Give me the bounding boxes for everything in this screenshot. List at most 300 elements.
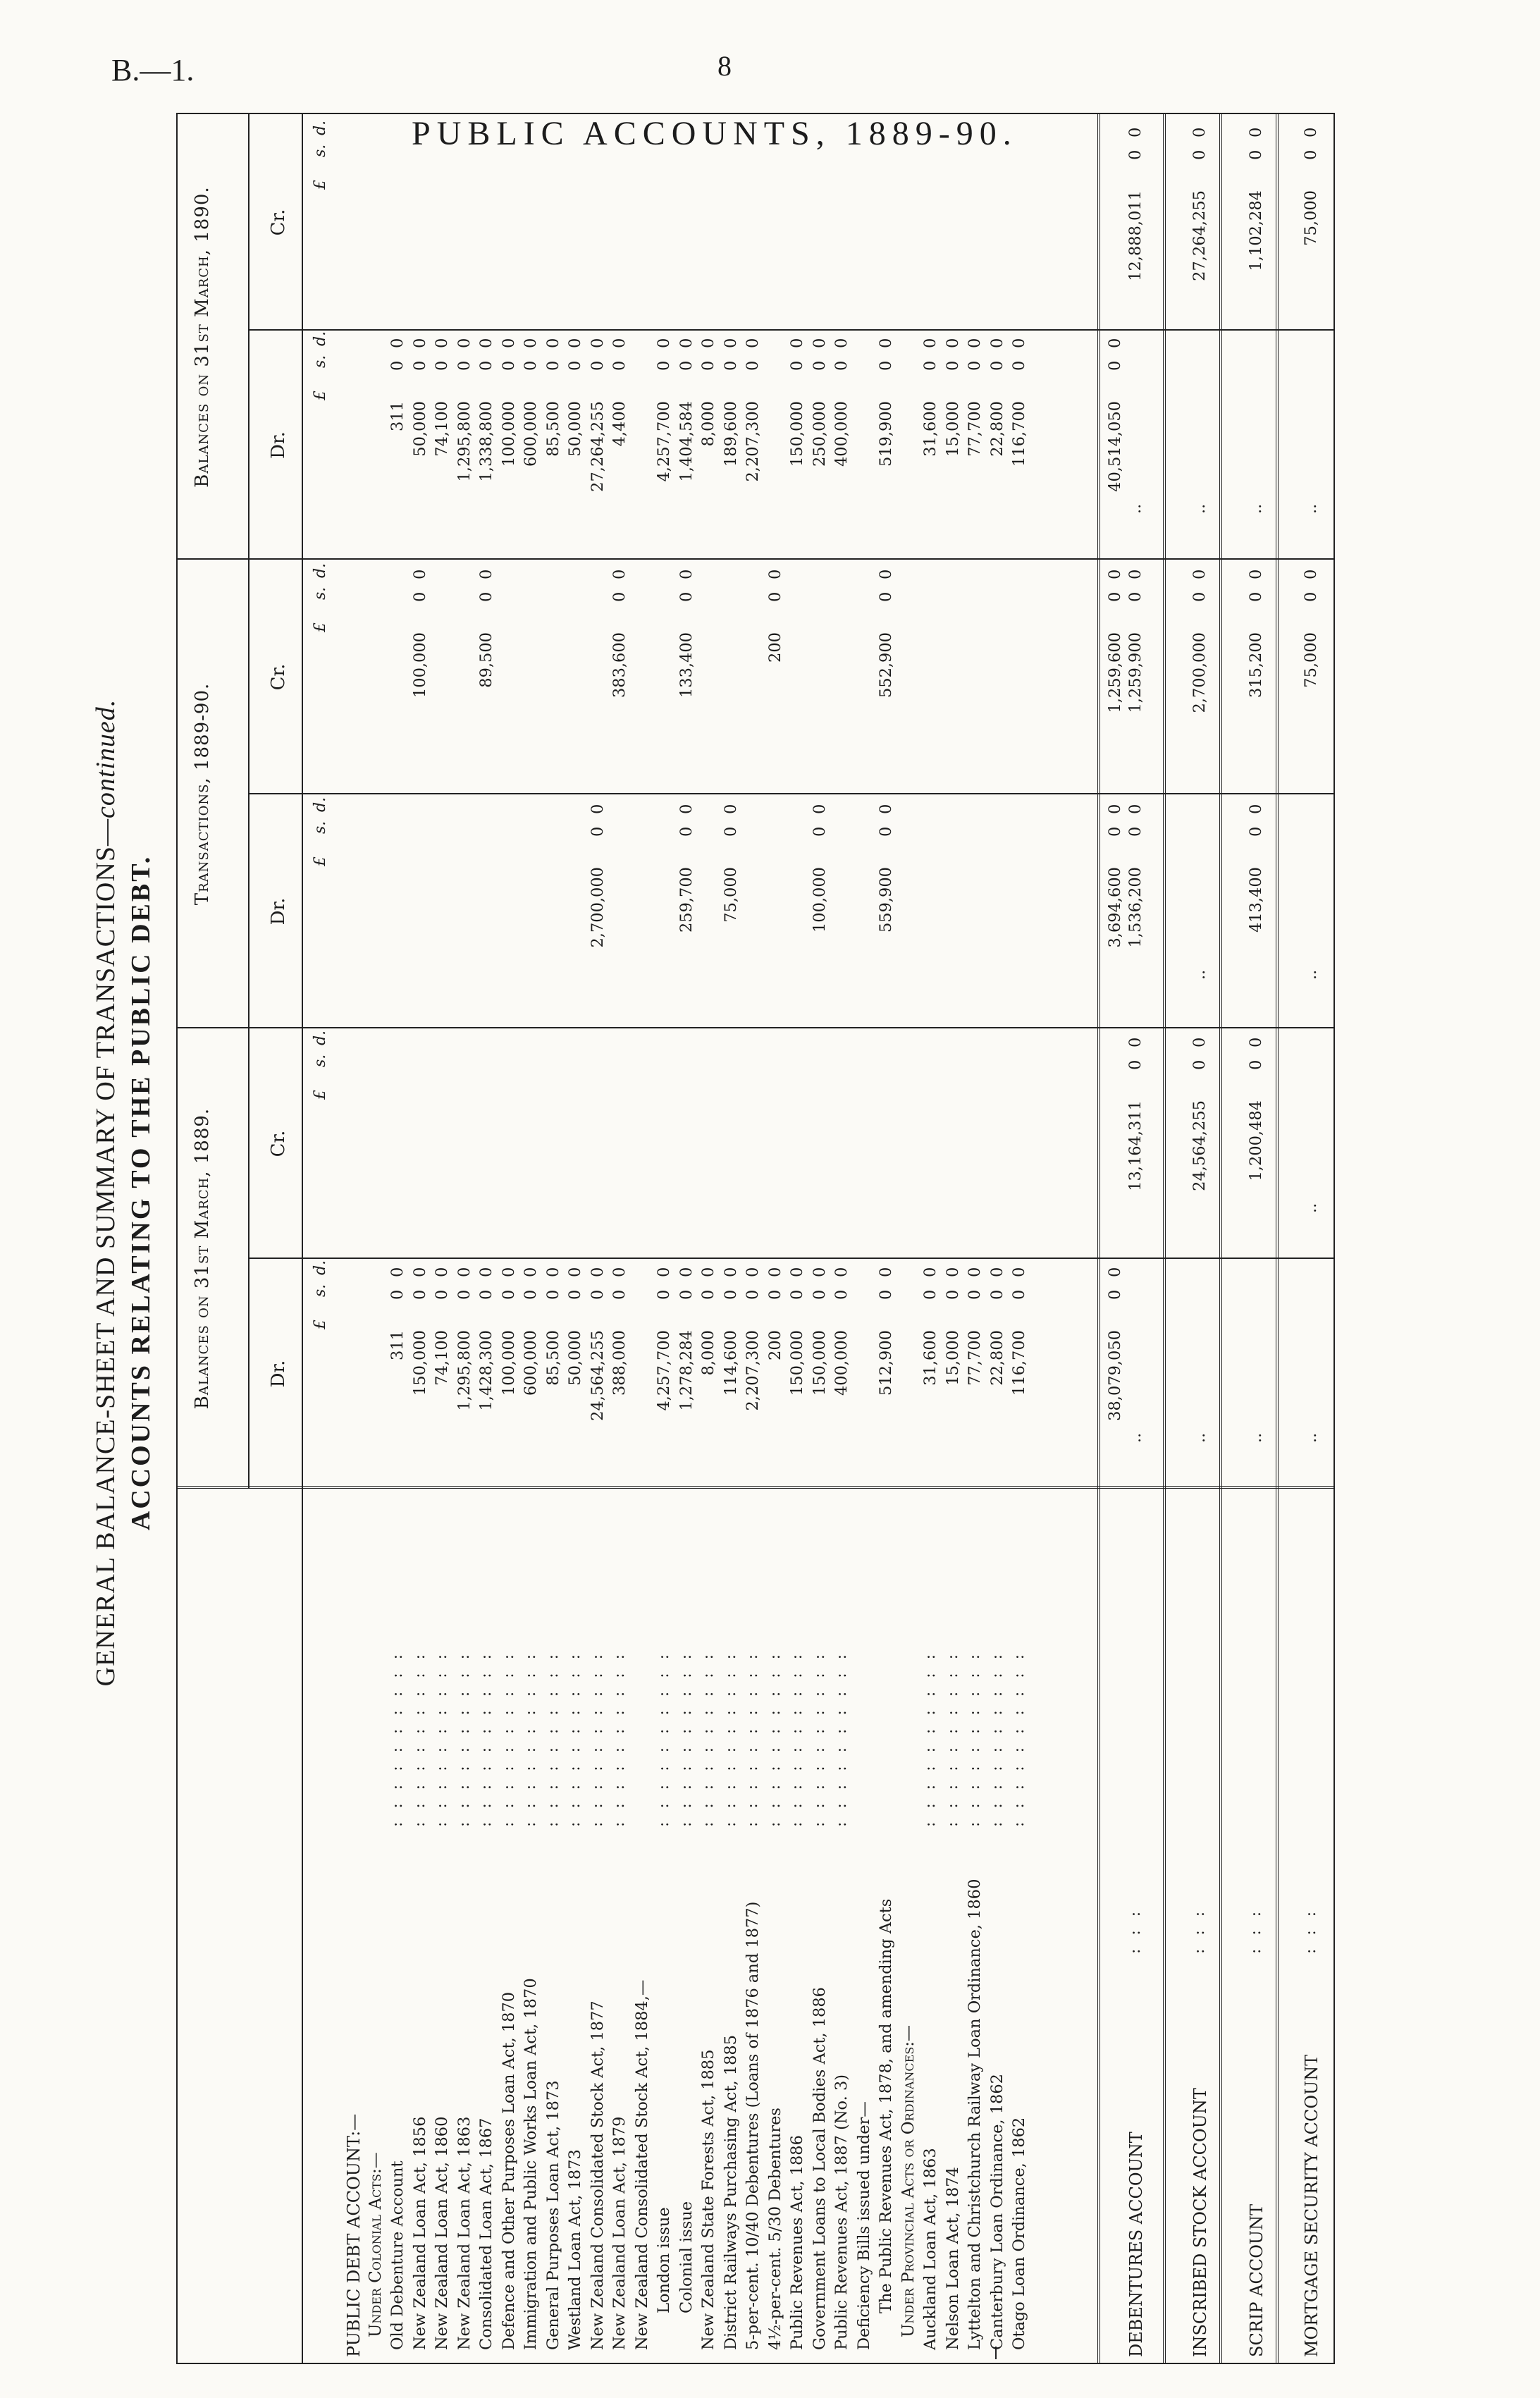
amount-pence: 0	[1126, 569, 1145, 579]
amount-pounds: 1,295,800	[455, 1330, 474, 1411]
amount-shillings: 0	[921, 1289, 940, 1300]
row-label: New Zealand Loan Act, 1863	[455, 2116, 474, 2350]
amount-shillings: 0	[1126, 149, 1145, 160]
amount-pounds: 250,000	[810, 401, 829, 467]
amount-pounds: 383,600	[610, 632, 629, 699]
empty-cell-marker: ..	[1190, 503, 1209, 514]
leader-dots: : : : : : : : : : :	[655, 1649, 672, 1827]
amount-pence: 0	[1126, 127, 1145, 137]
amount-shillings: 0	[987, 1289, 1006, 1300]
account-label: SCRIP ACCOUNT	[1247, 2203, 1267, 2357]
amount-pence: 0	[721, 804, 740, 814]
amount-shillings: 0	[499, 1289, 518, 1300]
amount-shillings: 0	[966, 1289, 984, 1300]
amount-pounds: 15,000	[943, 401, 962, 457]
empty-cell-marker: ..	[1302, 969, 1320, 980]
amount-pence: 0	[877, 569, 895, 579]
amount-shillings: 0	[455, 360, 474, 371]
amount-pounds: 89,500	[477, 632, 495, 688]
leader-dots: : : : : : : : : : :	[943, 1649, 961, 1827]
amount-pounds: 1,404,584	[677, 401, 696, 482]
amount-pence: 0	[610, 1267, 629, 1277]
amount-pounds: 22,800	[987, 401, 1006, 457]
amount-pence: 0	[1247, 569, 1265, 579]
row-label: New Zealand Loan Act, 1879	[610, 2116, 629, 2350]
group-header-balances-1889: Balances on 31st March, 1889.	[192, 1107, 213, 1410]
amount-pence: 0	[921, 338, 940, 348]
amount-pounds: 22,800	[987, 1330, 1006, 1386]
amount-shillings: 0	[832, 1289, 851, 1300]
row-label: District Railways Purchasing Act, 1885	[721, 2034, 740, 2350]
amount-pence: 0	[744, 338, 762, 348]
account-label: INSCRIBED STOCK ACCOUNT	[1190, 2088, 1210, 2357]
amount-shillings: 0	[610, 591, 629, 602]
balance-sheet-table: Balances on 31st March, 1889. Transactions, 1889-90. Balances on 31st March, 1890. Dr. Cr. Dr. Cr. Dr. Cr. £ s. d. £ s. d. £ s. d. £ s. d. £ s. d. £ s. d. PUBLIC DEBT ACCOUNT:— Under Colonial Acts:— Old Debenture Account : : : : : : : : : : 311 0 0 311 0 0 New Zealand Loan Act, 1856 : : : : : : : : : : 150,000 0 0 100,000 0 0 50,000 0 0 New Zealand Loan Act, 1860 : : : : : : : : : : 74,100 0 0 74,100 0 0 New Zealand Loan Act, 1863 : : : : : : : : : : 1,295,800 0 0 1,295,800 0 0 Consolidated Loan Act, 1867 : : : : : : : : : : 1,428,300 0 0 89,500 0 0 1,338,800 0 0 Defence and Other Purposes Loan Act, 1870 : : : : : : : : : : 100,000 0 0 100,000 0 0 Immigration and Public Works Loan Act, 1870 : : : : : : : : : : 600,000 0 0 600,000 0 0 General Purposes Loan Act, 1873 : : : : : : : : : : 85,500 0 0 85,500 0 0 Westland Loan Act, 1873 : : : : : : : : : : 50,000 0 0 50,000 0 0 New Zealand Consolidated Stock Act, 1877 : : : : : : : : : : 24,564,255 0 0 2,700,000 0 0 27,264,255 0 0 New Zealand Loan Act, 1879 : : : : : : : : : : 388,000 0 0 383,600 0 0 4,400 0 0 New Zealand Consolidated Stock Act, 1884,— London issue : : : : : : : : : : 4,257,700 0 0 4,257,700 0 0 Colonial issue : : : : : : : : : : 1,278,284 0 0 259,700 0 0 133,400 0 0 1,404,584 0 0 New Zealand State Forests Act, 1885 : : : : : : : : : : 8,000 0 0 8,000 0 0 District Railways Purchasing Act, 1885 : : : : : : : : : : 114,600 0 0 75,000 0 0 189,600 0 0 5-per-cent. 10/40 Debentures (Loans of 1876 and 1877) : : : : : : : : : : 2,207,300 0 0 2,207,300 0 0 4½-per-cent. 5/30 Debentures : : : : : : : : : : 200 0 0 200 0 0 Public Revenues Act, 1886 : : : : : : : : : : 150,000 0 0 150,000 0 0 Government Loans to Local Bodies Act, 1886 : : : : : : : : : : 150,000 0 0 100,000 0 0 250,000 0 0 Public Revenues Act, 1887 (No. 3) : : : : : : : : : : 400,000 0 0 400,000 0 0 Deficiency Bills issued under— The Public Revenues Act, 1878, and amending Acts 512,900 0 0 559,900 0 0 552,900 0 0 519,900 0 0 Under Provincial Acts or Ordinances:— Auckland Loan Act, 1863 : : : : : : : : : : 31,600 0 0 31,600 0 0 Nelson Loan Act, 1874 : : : : : : : : : : 15,000 0 0 15,000 0 0 Lyttelton and Christchurch Railway Loan Ordinance, 1860 : : : : : : : : : : 77,700 0 0 77,700 0 0 Canterbury Loan Ordinance, 1862 : : : : : : : : : : 22,800 0 0 22,800 0 0 Otago Loan Ordinance, 1862 : : : : : : : : : : 116,700 0 0 116,700 0 0 38,079,050 0 0 3,694,600 0 0 1,259,600 0 0 40,514,050 0 0 DEBENTURES ACCOUNT : : : 13,164,311 0 0 1,536,200 0 0 1,259,900 0 0 12,888,011 0 0 .. .. INSCRIBED STOCK ACCOUNT : : : 24,564,255 0 0 2,700,000 0 0 27,264,255 0 0 .. .. .. SCRIP ACCOUNT : : : 1,200,484 0 0 413,400 0 0 315,200 0 0 1,102,284 0 0 .. .. MORTGAGE SECURITY ACCOUNT : : : 75,000 0 0 75,000 0 0 .. .. .. ..	[176, 113, 1335, 2364]
leader-dots: : : : : : : : : : :	[610, 1649, 628, 1827]
row-label: New Zealand Consolidated Stock Act, 1877	[588, 2000, 607, 2350]
row-label: Deficiency Bills issued under—	[854, 2101, 873, 2350]
amount-shillings: 0	[477, 1289, 495, 1300]
amount-shillings: 0	[788, 360, 806, 371]
amount-pence: 0	[1106, 338, 1124, 348]
amount-pounds: 75,000	[1302, 632, 1320, 688]
amount-shillings: 0	[588, 360, 607, 371]
leader-dots: : : : : : : : : : :	[788, 1649, 806, 1827]
amount-shillings: 0	[1106, 826, 1124, 837]
row-label: Public Revenues Act, 1886	[788, 2135, 806, 2350]
amount-pence: 0	[543, 338, 562, 348]
amount-pence: 0	[699, 1267, 717, 1277]
amount-pounds: 2,700,000	[588, 867, 607, 948]
leader-dots: : : : : : : : : : :	[499, 1649, 517, 1827]
amount-shillings: 0	[1010, 360, 1028, 371]
row-label: New Zealand Consolidated Stock Act, 1884,—	[632, 1979, 651, 2350]
amount-pence: 0	[566, 1267, 584, 1277]
account-label: MORTGAGE SECURITY ACCOUNT	[1302, 2054, 1322, 2357]
amount-shillings: 0	[877, 1289, 895, 1300]
row-label: Otago Loan Ordinance, 1862	[1010, 2117, 1028, 2350]
amount-pounds: 38,079,050	[1106, 1330, 1124, 1421]
leader-dots: : : :	[1190, 1907, 1208, 1954]
amount-pence: 0	[832, 1267, 851, 1277]
col-header-dr-1890: Dr.	[268, 431, 289, 459]
amount-pence: 0	[943, 338, 962, 348]
amount-pence: 0	[1247, 1037, 1265, 1047]
amount-pounds: 4,400	[610, 401, 629, 447]
amount-pence: 0	[810, 804, 829, 814]
amount-shillings: 0	[1126, 1059, 1145, 1070]
amount-pence: 0	[1190, 1037, 1209, 1047]
amount-pence: 0	[1010, 1267, 1028, 1277]
amount-pounds: 150,000	[410, 1330, 429, 1396]
amount-pence: 0	[1190, 127, 1209, 137]
amount-shillings: 0	[765, 1289, 784, 1300]
amount-shillings: 0	[1302, 591, 1320, 602]
amount-pounds: 27,264,255	[588, 401, 607, 492]
leader-dots: : : : : : : : : : :	[966, 1649, 983, 1827]
amount-pence: 0	[744, 1267, 762, 1277]
amount-pence: 0	[987, 1267, 1006, 1277]
amount-pence: 0	[877, 1267, 895, 1277]
amount-pounds: 75,000	[721, 867, 740, 923]
amount-pounds: 1,428,300	[477, 1330, 495, 1411]
amount-pence: 0	[1126, 1037, 1145, 1047]
amount-pence: 0	[1247, 804, 1265, 814]
amount-shillings: 0	[877, 826, 895, 837]
amount-pence: 0	[1247, 127, 1265, 137]
amount-pounds: 13,164,311	[1126, 1100, 1145, 1191]
row-label: New Zealand State Forests Act, 1885	[699, 2049, 717, 2350]
amount-shillings: 0	[1247, 591, 1265, 602]
amount-pence: 0	[610, 338, 629, 348]
amount-pence: 0	[677, 1267, 696, 1277]
leader-dots: : : : : : : : : : :	[1010, 1649, 1028, 1827]
amount-pence: 0	[388, 1267, 407, 1277]
amount-pounds: 400,000	[832, 1330, 851, 1396]
amount-pence: 0	[499, 1267, 518, 1277]
row-label: New Zealand Loan Act, 1860	[433, 2116, 451, 2350]
page-title: PUBLIC ACCOUNTS, 1889-90.	[412, 115, 1018, 152]
amount-shillings: 0	[721, 1289, 740, 1300]
table-subheading: ACCOUNTS RELATING TO THE PUBLIC DEBT.	[126, 854, 156, 1531]
amount-shillings: 0	[1106, 360, 1124, 371]
leader-dots: : : : : : : : : : :	[677, 1649, 695, 1827]
amount-pence: 0	[1302, 569, 1320, 579]
amount-pounds: 1,102,284	[1247, 190, 1265, 271]
amount-pounds: 559,900	[877, 867, 895, 933]
amount-pence: 0	[455, 1267, 474, 1277]
row-label: Government Loans to Local Bodies Act, 1886	[810, 1987, 829, 2350]
amount-pounds: 4,257,700	[655, 401, 673, 482]
amount-shillings: 0	[721, 360, 740, 371]
empty-cell-marker: ..	[1302, 503, 1320, 514]
amount-pence: 0	[877, 338, 895, 348]
amount-pence: 0	[921, 1267, 940, 1277]
amount-pence: 0	[455, 338, 474, 348]
empty-cell-marker: ..	[1247, 503, 1265, 514]
amount-shillings: 0	[943, 1289, 962, 1300]
amount-shillings: 0	[655, 1289, 673, 1300]
amount-pence: 0	[543, 1267, 562, 1277]
amount-pounds: 512,900	[877, 1330, 895, 1396]
empty-cell-marker: ..	[1247, 1432, 1265, 1443]
amount-shillings: 0	[566, 1289, 584, 1300]
amount-pence: 0	[1126, 804, 1145, 814]
amount-shillings: 0	[1190, 149, 1209, 160]
group-header-balances-1890: Balances on 31st March, 1890.	[192, 186, 213, 488]
amount-pence: 0	[699, 338, 717, 348]
row-label: Immigration and Public Works Loan Act, 1870	[522, 1978, 540, 2350]
leader-dots: : : : : : : : : : :	[987, 1649, 1006, 1827]
empty-cell-marker: ..	[1302, 1432, 1320, 1443]
amount-pounds: 74,100	[433, 1330, 451, 1386]
leader-dots: : : : : : : : : : :	[410, 1649, 429, 1827]
amount-pence: 0	[588, 338, 607, 348]
amount-shillings: 0	[499, 360, 518, 371]
row-label: Under Colonial Acts:—	[366, 2152, 385, 2337]
amount-pence: 0	[588, 804, 607, 814]
amount-pounds: 2,207,300	[744, 1330, 762, 1411]
amount-pounds: 1,295,800	[455, 401, 474, 482]
leader-dots: : : : : : : : : : :	[433, 1649, 450, 1827]
amount-shillings: 0	[433, 360, 451, 371]
row-label: Public Revenues Act, 1887 (No. 3)	[832, 2074, 851, 2350]
group-header-transactions: Transactions, 1889-90.	[192, 682, 213, 906]
amount-pounds: 600,000	[522, 1330, 540, 1396]
leader-dots: : : : : : : : : : :	[522, 1649, 539, 1827]
amount-pence: 0	[610, 569, 629, 579]
amount-pence: 0	[788, 1267, 806, 1277]
amount-pence: 0	[410, 569, 429, 579]
amount-pence: 0	[765, 569, 784, 579]
amount-shillings: 0	[1190, 591, 1209, 602]
amount-pence: 0	[522, 338, 540, 348]
amount-pounds: 189,600	[721, 401, 740, 467]
col-header-dr-1889: Dr.	[268, 1360, 289, 1388]
amount-shillings: 0	[388, 1289, 407, 1300]
amount-pounds: 100,000	[410, 632, 429, 699]
amount-pence: 0	[966, 338, 984, 348]
amount-shillings: 0	[1010, 1289, 1028, 1300]
leader-dots: : : : : : : : : : :	[744, 1649, 761, 1827]
account-label: DEBENTURES ACCOUNT	[1126, 2132, 1146, 2357]
amount-shillings: 0	[1247, 826, 1265, 837]
amount-pence: 0	[832, 338, 851, 348]
amount-pence: 0	[410, 338, 429, 348]
row-label: New Zealand Loan Act, 1856	[410, 2116, 429, 2350]
amount-pounds: 31,600	[921, 401, 940, 457]
amount-pounds: 50,000	[410, 401, 429, 457]
page-number: 8	[717, 50, 732, 82]
amount-shillings: 0	[921, 360, 940, 371]
amount-pence: 0	[765, 1267, 784, 1277]
amount-pounds: 100,000	[810, 867, 829, 933]
leader-dots: : : : : : : : : : :	[455, 1649, 473, 1827]
amount-pounds: 519,900	[877, 401, 895, 467]
amount-shillings: 0	[610, 360, 629, 371]
amount-pence: 0	[655, 338, 673, 348]
amount-pence: 0	[877, 804, 895, 814]
amount-pence: 0	[1106, 804, 1124, 814]
empty-cell-marker: ..	[1190, 969, 1209, 980]
row-label: Colonial issue	[677, 2201, 696, 2313]
amount-pence: 0	[433, 338, 451, 348]
amount-pounds: 200	[765, 1330, 784, 1360]
row-label: Consolidated Loan Act, 1867	[477, 2117, 495, 2350]
row-label: Lyttelton and Christchurch Railway Loan Ordinance, 1860	[966, 1879, 984, 2350]
amount-pounds: 388,000	[610, 1330, 629, 1396]
amount-pence: 0	[655, 1267, 673, 1277]
empty-cell-marker: ..	[1302, 1203, 1320, 1213]
amount-pence: 0	[588, 1267, 607, 1277]
row-label: Auckland Loan Act, 1863	[921, 2148, 940, 2350]
amount-shillings: 0	[410, 591, 429, 602]
row-label: Defence and Other Purposes Loan Act, 1870	[499, 1991, 518, 2350]
amount-pence: 0	[477, 338, 495, 348]
amount-pence: 0	[499, 338, 518, 348]
amount-pounds: 100,000	[499, 1330, 518, 1396]
amount-pounds: 150,000	[788, 1330, 806, 1396]
amount-shillings: 0	[765, 591, 784, 602]
amount-pounds: 2,207,300	[744, 401, 762, 482]
empty-cell-marker: ..	[1190, 1432, 1209, 1443]
amount-pounds: 133,400	[677, 632, 696, 699]
amount-shillings: 0	[943, 360, 962, 371]
amount-pence: 0	[410, 1267, 429, 1277]
amount-pence: 0	[1190, 569, 1209, 579]
leader-dots: : : : : : : : : : :	[765, 1649, 784, 1827]
amount-pence: 0	[477, 569, 495, 579]
amount-pounds: 1,259,900	[1126, 632, 1145, 713]
amount-shillings: 0	[699, 360, 717, 371]
amount-pounds: 114,600	[721, 1330, 740, 1396]
amount-pence: 0	[810, 1267, 829, 1277]
amount-pounds: 77,700	[966, 1330, 984, 1386]
amount-pounds: 85,500	[543, 1330, 562, 1386]
leader-dots: : : :	[1247, 1907, 1264, 1954]
amount-pounds: 12,888,011	[1126, 190, 1145, 281]
row-label: Old Debenture Account	[388, 2160, 407, 2350]
amount-pence: 0	[987, 338, 1006, 348]
amount-pounds: 77,700	[966, 401, 984, 457]
leader-dots: : : :	[1126, 1907, 1144, 1954]
amount-shillings: 0	[677, 591, 696, 602]
amount-shillings: 0	[1247, 149, 1265, 160]
row-label: Nelson Loan Act, 1874	[943, 2167, 962, 2350]
amount-shillings: 0	[455, 1289, 474, 1300]
amount-shillings: 0	[744, 1289, 762, 1300]
amount-pounds: 1,536,200	[1126, 867, 1145, 948]
amount-pence: 0	[677, 569, 696, 579]
amount-shillings: 0	[987, 360, 1006, 371]
amount-pounds: 31,600	[921, 1330, 940, 1386]
amount-shillings: 0	[566, 360, 584, 371]
amount-pounds: 100,000	[499, 401, 518, 467]
leader-dots: : : : : : : : : : :	[810, 1649, 828, 1827]
amount-shillings: 0	[699, 1289, 717, 1300]
amount-shillings: 0	[543, 360, 562, 371]
amount-shillings: 0	[744, 360, 762, 371]
amount-pence: 0	[388, 338, 407, 348]
amount-pence: 0	[1106, 1267, 1124, 1277]
amount-pounds: 1,200,484	[1247, 1100, 1265, 1181]
leader-dots: : : : : : : : : : :	[388, 1649, 406, 1827]
leader-dots: : : : : : : : : : :	[699, 1649, 717, 1827]
amount-shillings: 0	[810, 826, 829, 837]
amount-pounds: 4,257,700	[655, 1330, 673, 1411]
amount-shillings: 0	[410, 1289, 429, 1300]
amount-shillings: 0	[1247, 1059, 1265, 1070]
amount-pence: 0	[721, 1267, 740, 1277]
leader-dots: : : : : : : : : : :	[921, 1649, 939, 1827]
row-label: 4½-per-cent. 5/30 Debentures	[765, 2108, 784, 2350]
col-header-cr-trans: Cr.	[268, 663, 289, 691]
leader-dots: : : : : : : : : : :	[477, 1649, 495, 1827]
amount-pounds: 150,000	[788, 401, 806, 467]
amount-shillings: 0	[1106, 1289, 1124, 1300]
amount-shillings: 0	[677, 826, 696, 837]
amount-pounds: 1,259,600	[1106, 632, 1124, 713]
amount-pence: 0	[477, 1267, 495, 1277]
amount-pounds: 311	[388, 1330, 407, 1360]
amount-pounds: 116,700	[1010, 401, 1028, 467]
amount-pounds: 413,400	[1247, 867, 1265, 933]
amount-pence: 0	[1302, 127, 1320, 137]
amount-shillings: 0	[433, 1289, 451, 1300]
row-label: General Purposes Loan Act, 1873	[543, 2080, 562, 2350]
amount-shillings: 0	[966, 360, 984, 371]
leader-dots: : : : : : : : : : :	[832, 1649, 850, 1827]
amount-pence: 0	[522, 1267, 540, 1277]
amount-shillings: 0	[522, 1289, 540, 1300]
leader-dots: : : : : : : : : : :	[543, 1649, 562, 1827]
amount-pounds: 24,564,255	[588, 1330, 607, 1421]
amount-shillings: 0	[721, 826, 740, 837]
empty-cell-marker: ..	[1126, 1432, 1145, 1443]
amount-shillings: 0	[1106, 591, 1124, 602]
row-label: The Public Revenues Act, 1878, and amending Acts	[877, 1898, 895, 2313]
amount-pounds: 200	[765, 632, 784, 663]
amount-shillings: 0	[1190, 1059, 1209, 1070]
amount-pence: 0	[1106, 569, 1124, 579]
amount-pounds: 40,514,050	[1106, 401, 1124, 492]
amount-pence: 0	[810, 338, 829, 348]
amount-pounds: 600,000	[522, 401, 540, 467]
amount-shillings: 0	[522, 360, 540, 371]
empty-cell-marker: ..	[1126, 503, 1145, 514]
amount-pounds: 8,000	[699, 1330, 717, 1376]
amount-pence: 0	[943, 1267, 962, 1277]
amount-shillings: 0	[810, 1289, 829, 1300]
amount-pounds: 50,000	[566, 401, 584, 457]
amount-pence: 0	[677, 804, 696, 814]
row-label: Under Provincial Acts or Ordinances:—	[899, 2024, 918, 2337]
row-label: Westland Loan Act, 1873	[566, 2149, 584, 2350]
row-label: PUBLIC DEBT ACCOUNT:—	[344, 2113, 364, 2357]
amount-pounds: 3,694,600	[1106, 867, 1124, 948]
row-label: 5-per-cent. 10/40 Debentures (Loans of 1876 and 1877)	[744, 1901, 762, 2350]
amount-shillings: 0	[588, 826, 607, 837]
amount-pounds: 8,000	[699, 401, 717, 447]
amount-shillings: 0	[1126, 826, 1145, 837]
amount-pence: 0	[433, 1267, 451, 1277]
col-header-cr-1889: Cr.	[268, 1130, 289, 1157]
amount-shillings: 0	[1302, 149, 1320, 160]
amount-pounds: 2,700,000	[1190, 632, 1209, 713]
row-label: London issue	[655, 2207, 673, 2313]
amount-shillings: 0	[677, 1289, 696, 1300]
leader-dots: : : : : : : : : : :	[566, 1649, 584, 1827]
table-heading: GENERAL BALANCE-SHEET AND SUMMARY OF TRANSACTIONS—continued.	[91, 699, 121, 1687]
page-reference: B.—1.	[111, 53, 195, 87]
amount-shillings: 0	[677, 360, 696, 371]
amount-shillings: 0	[477, 360, 495, 371]
amount-shillings: 0	[477, 591, 495, 602]
amount-shillings: 0	[810, 360, 829, 371]
amount-pounds: 552,900	[877, 632, 895, 699]
amount-pounds: 315,200	[1247, 632, 1265, 699]
amount-shillings: 0	[610, 1289, 629, 1300]
amount-shillings: 0	[877, 591, 895, 602]
amount-pounds: 259,700	[677, 867, 696, 933]
amount-pence: 0	[966, 1267, 984, 1277]
amount-pounds: 27,264,255	[1190, 190, 1209, 281]
amount-shillings: 0	[832, 360, 851, 371]
amount-pence: 0	[677, 338, 696, 348]
amount-pence: 0	[788, 338, 806, 348]
amount-pounds: 24,564,255	[1190, 1100, 1209, 1191]
amount-pounds: 50,000	[566, 1330, 584, 1386]
